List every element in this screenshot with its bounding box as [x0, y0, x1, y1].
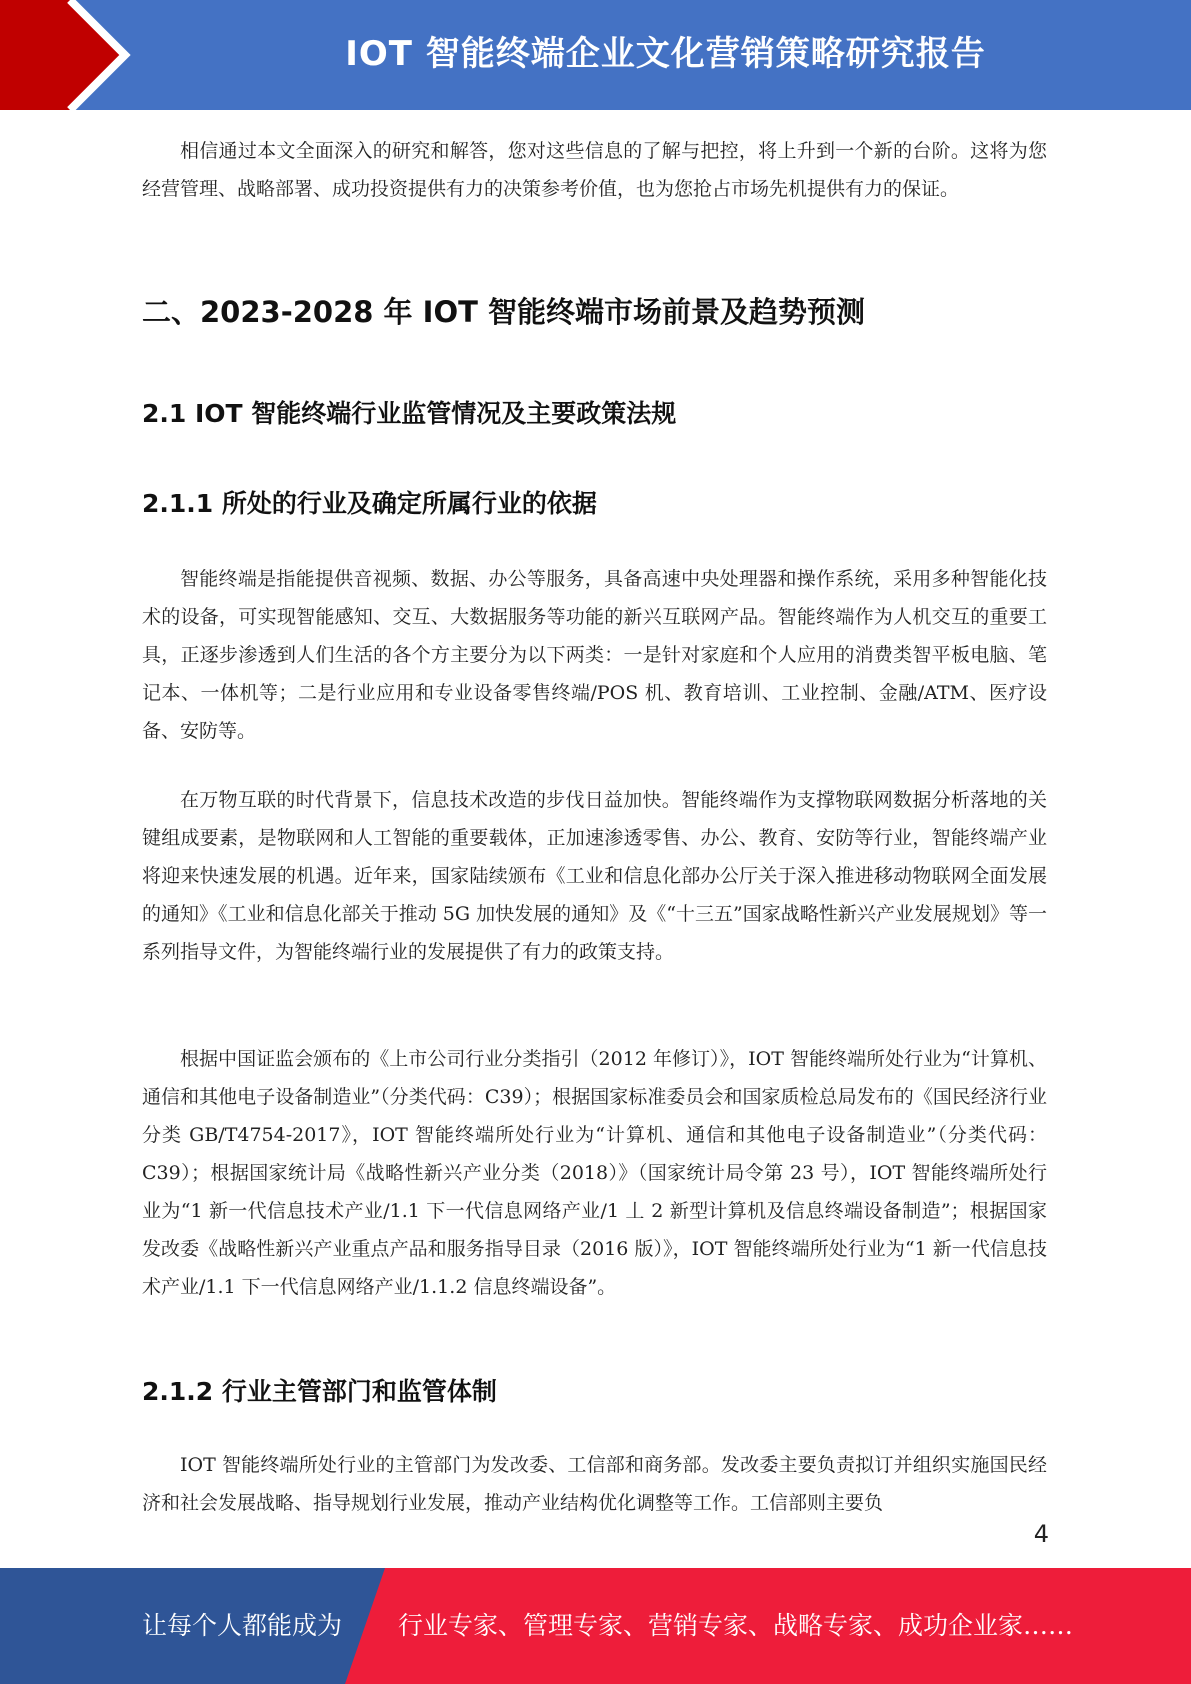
paragraph-block-1: [142, 560, 1047, 750]
section-heading: 二、2023-2028 年 IOT 智能终端市场前景及趋势预测: [142, 295, 865, 329]
paragraph-block-3: [142, 1040, 1047, 1306]
page-number: 4: [1033, 1520, 1049, 1548]
chevron-arrow-decoration: [0, 0, 150, 110]
page-header: [0, 0, 1191, 110]
paragraph-block-4: [142, 1446, 1047, 1522]
body-paragraph: IOT 智能终端所处行业的主管部门为发改委、工信部和商务部。发改委主要负责拟订并组织实施国民经济和社会发展战略、指导规划行业发展，推动产业结构优化调整等工作。工信部则主要负: [142, 1454, 1047, 1514]
report-title: IOT 智能终端企业文化营销策略研究报告: [345, 34, 986, 74]
subsection-2-1: [142, 396, 1047, 432]
subsection-heading: 2.1 IOT 智能终端行业监管情况及主要政策法规: [142, 399, 677, 428]
subsection-heading: 2.1.2 行业主管部门和监管体制: [142, 1377, 497, 1406]
paragraph-block-2: [142, 781, 1047, 971]
subsection-heading: 2.1.1 所处的行业及确定所属行业的依据: [142, 489, 597, 518]
body-paragraph: 在万物互联的时代背景下，信息技术改造的步伐日益加快。智能终端作为支撑物联网数据分析落地的关键组成要素，是物联网和人工智能的重要载体，正加速渗透零售、办公、教育、安防等行业，智能终端产业将迎来快速发展的机遇。近年来，国家陆续颁布《工业和信息化部办公厅关于深入推进移动物联网全面发展的通知》《工业和信息化部关于推动 5G 加快发展的通知》及《“十三五”国家战略性新兴产业发展规划》等一系列指导文件，为智能终端行业的发展提供了有力的政策支持。: [142, 789, 1047, 963]
footer-slogan-right: 行业专家、管理专家、营销专家、战略专家、成功企业家……: [398, 1611, 1074, 1640]
body-paragraph: 智能终端是指能提供音视频、数据、办公等服务，具备高速中央处理器和操作系统，采用多种智能化技术的设备，可实现智能感知、交互、大数据服务等功能的新兴互联网产品。智能终端作为人机交互的重要工具，正逐步渗透到人们生活的各个方主要分为以下两类：一是针对家庭和个人应用的消费类智平板电脑、笔记本、一体机等；二是行业应用和专业设备零售终端/POS 机、教育培训、工业控制、金融/ATM、医疗设备、安防等。: [142, 568, 1047, 742]
subsection-2-1-2: [142, 1374, 1047, 1410]
section-2: [142, 292, 1047, 332]
footer-slogan-left: 让每个人都能成为: [142, 1611, 343, 1640]
intro-paragraph: 相信通过本文全面深入的研究和解答，您对这些信息的了解与把控，将上升到一个新的台阶。这将为您经营管理、战略部署、成功投资提供有力的决策参考价值，也为您抢占市场先机提供有力的保证。: [142, 140, 1047, 200]
page-footer: [0, 1568, 1191, 1684]
intro-section: [142, 132, 1047, 208]
subsection-2-1-1: [142, 486, 1047, 522]
body-paragraph: 根据中国证监会颁布的《上市公司行业分类指引（2012 年修订）》，IOT 智能终端所处行业为“计算机、通信和其他电子设备制造业”（分类代码：C39）；根据国家标准委员会和国家质检总局发布的《国民经济行业分类 GB/T4754-2017》，IOT 智能终端所处行业为“计算机、通信和其他电子设备制造业”（分类代码：C39）；根据国家统计局《战略性新兴产业分类（2018）》（国家统计局令第 23 号），IOT 智能终端所处行业为“1 新一代信息技术产业/1.1 下一代信息网络产业/1 丄 2 新型计算机及信息终端设备制造”；根据国家发改委《战略性新兴产业重点产品和服务指导目录（2016 版）》，IOT 智能终端所处行业为“1 新一代信息技术产业/1.1 下一代信息网络产业/1.1.2 信息终端设备”。: [142, 1048, 1047, 1298]
